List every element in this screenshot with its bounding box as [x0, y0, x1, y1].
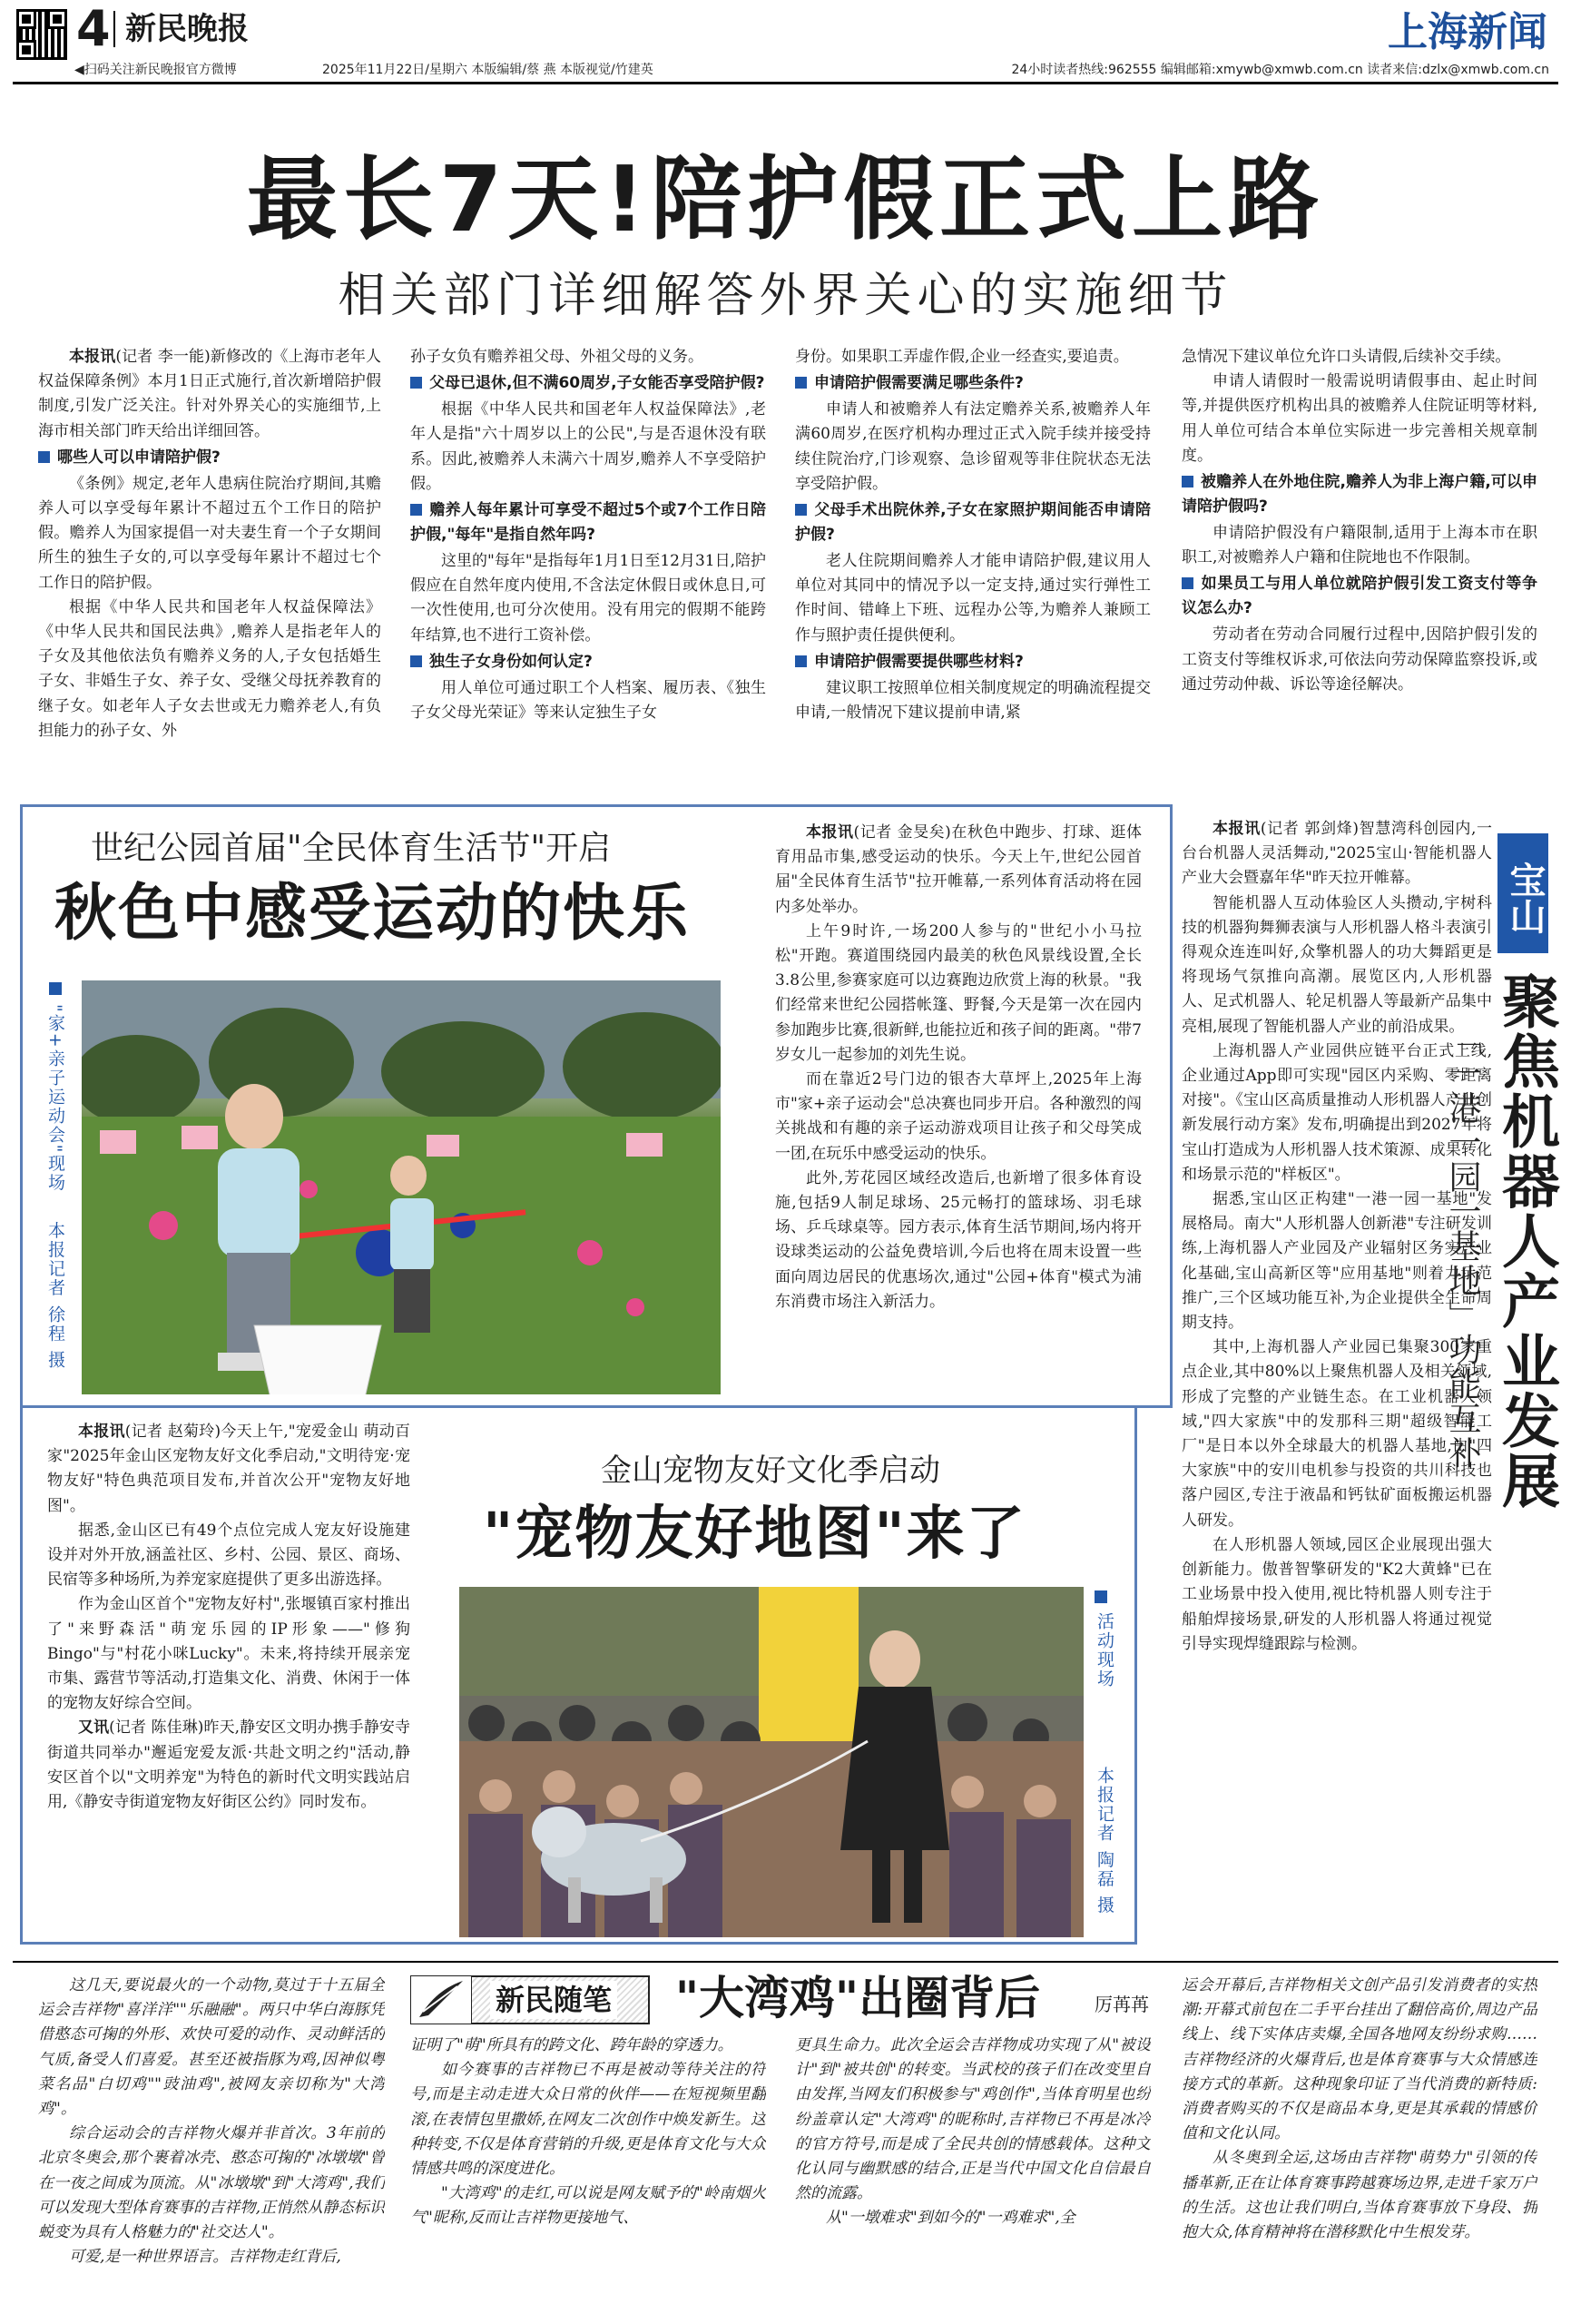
paragraph — [38, 596, 381, 743]
paragraph — [38, 345, 381, 444]
feather-icon — [410, 1975, 472, 2024]
paragraph-text: 劳动者在劳动合同履行过程中,因陪护假引发的工资支付等维权诉求,可依法向劳动保障监察投诉,或通过劳动仲裁、诉讼等途径解决。 — [1182, 625, 1537, 694]
paragraph-text: 从冬奥到全运,这场由吉祥物"萌势力"引领的传播革新,正在让体育赛事跨越赛场边界,走进千家万户的生活。这也让我们明白,当体育赛事放下身段、拥抱大众,体育精神将在潜移默化中生根发芽。 — [1182, 2149, 1537, 2242]
paragraph-text: 在人形机器人领域,园区企业展现出强大创新能力。傲普智擎研发的"K2大黄蜂"已在工业场景中投入使用,视比特机器人则专注于船舶焊接场景,研发的人形机器人将通过视觉引导实现焊缝跟踪与检测。 — [1182, 1535, 1492, 1653]
robot-subtitle: 「一港一园一基地」功能互补 — [1444, 1022, 1481, 1471]
paragraph — [1182, 817, 1492, 891]
paragraph — [795, 2034, 1151, 2206]
paragraph-text: 综合运动会的吉祥物火爆并非首次。3年前的北京冬奥会,那个裹着冰壳、憨态可掬的"冰墩墩"曾在一夜之间成为顶流。从"冰墩墩"到"大湾鸡",我们可以发现大型体育赛事的吉祥物,正悄然从静态标识蜕变为具有人格魅力的"社交达人"。 — [38, 2124, 385, 2242]
paragraph — [410, 676, 766, 725]
paragraph-text: 更具生命力。此次全运会吉祥物成功实现了从"被设计"到"被共创"的转变。当武校的孩子们在改变里自由发挥,当网友们积极参与"鸡创作",当体育明星也纷纷盖章认定"大湾鸡"的昵称时,吉祥物已不再是冰冷的官方符号,而是成了全民共创的情感载体。这种文化认同与幽默感的结合,正是当代中国文化自信最自然的流露。 — [795, 2036, 1151, 2203]
lead-col-4 — [1182, 345, 1537, 790]
hotline: 24小时读者热线:962555 编辑邮箱:xmywb@xmwb.com.cn 读者来信:dzlx@xmwb.com.cn — [1011, 63, 1549, 77]
paragraph-text: 根据《中华人民共和国老年人权益保障法》,老年人是指"六十周岁以上的公民",与是否退休没有联系。因此,被赡养人未满六十周岁,赡养人不享受陪护假。 — [410, 400, 766, 493]
paragraph-text: 这几天,要说最火的一个动物,莫过于十五届全运会吉祥物"喜洋洋""乐融融"。两只中华白海豚凭借憨态可掬的外形、欢快可爱的动作、灵动鲜活的气质,备受人们喜爱。甚至还被指豚为鸡,因神似粤菜名品"白切鸡""豉油鸡",被网友亲切称为"大湾鸡"。 — [38, 1976, 385, 2119]
paragraph-text: 急情况下建议单位允许口头请假,后续补交手续。 — [1182, 348, 1511, 366]
robot-title: 聚焦机器人产业发展 — [1492, 971, 1559, 1511]
sub-heading: 申请陪护假需要提供哪些材料? — [795, 650, 1151, 675]
header-divider — [113, 11, 115, 47]
date-line: 2025年11月22日/星期六 本版编辑/蔡 燕 本版视觉/竹建英 — [322, 63, 653, 77]
paragraph-text: (记者 赵菊玲)今天上午,"宠爱金山 萌动百家"2025年金山区宠物友好文化季启动,"文明待宠·宠物友好"特色典范项目发布,并首次公开"宠物友好地图"。 — [47, 1423, 410, 1515]
sub-heading: 如果员工与用人单位就陪护假引发工资支付等争议怎么办? — [1182, 572, 1537, 621]
pet-photo — [459, 1587, 1084, 1937]
paragraph — [1182, 2146, 1537, 2245]
paragraph — [410, 2181, 766, 2230]
pet-body — [47, 1420, 410, 1935]
paragraph-text: 身份。如果职工弄虚作假,企业一经查实,要追责。 — [795, 348, 1129, 366]
paragraph-text: 据悉,金山区已有49个点位完成人宠友好设施建设并对外开放,涵盖社区、乡村、公园、景区、商场、民宿等多种场所,为养宠家庭提供了更多出游选择。 — [47, 1521, 410, 1590]
paragraph — [38, 2122, 385, 2245]
pet-frame-right — [1134, 1405, 1137, 1945]
robot-tag: 宝山 — [1497, 833, 1548, 953]
paragraph — [410, 398, 766, 497]
paragraph-text: 智能机器人互动体验区人头攒动,宇树科技的机器狗舞狮表演与人形机器人格斗表演引得观众连连叫好,众擎机器人的功大舞蹈更是将现场气氛推向高潮。展览区内,人形机器人、足式机器人、轮足机器人等最新产品集中亮相,展现了智能机器人产业的前沿成果。 — [1182, 893, 1492, 1036]
pet-title: "宠物友好地图"来了 — [483, 1500, 1026, 1568]
essay-col-2 — [410, 2034, 766, 2315]
paragraph-text: 用人单位可通过职工个人档案、履历表、《独生子女父母光荣证》等来认定独生子女 — [410, 678, 766, 723]
paragraph — [410, 2058, 766, 2181]
park-caption-a: "家+亲子运动会"现场 — [45, 1004, 65, 1193]
qr-code[interactable] — [16, 9, 67, 60]
lead-col-2 — [410, 345, 766, 790]
caption-marker-icon — [49, 982, 62, 995]
paragraph-text: "大湾鸡"的走红,可以说是网友赋予的"岭南烟火气"昵称,反而让吉祥物更接地气、 — [410, 2184, 766, 2228]
paragraph — [1182, 891, 1492, 1039]
paragraph — [795, 398, 1151, 497]
paragraph — [38, 472, 381, 596]
pet-caption-b: 本报记者 陶磊 摄 — [1095, 1767, 1114, 1915]
paragraph — [1182, 623, 1537, 697]
paragraph — [410, 549, 766, 648]
paragraph-text: 根据《中华人民共和国老年人权益保障法》《中华人民共和国民法典》,赡养人是指老年人的子女及其他依法负有赡养义务的人,子女包括婚生子女、非婚生子女、养子女、受继父母抚养教育的继子女。如老年人子女去世或无力赡养老人,有负担能力的孙子女、外 — [38, 597, 381, 740]
paragraph — [1182, 345, 1537, 369]
sub-heading: 申请陪护假需要满足哪些条件? — [795, 371, 1151, 396]
paragraph — [795, 2206, 1151, 2230]
paragraph — [47, 1519, 410, 1593]
park-kicker: 世纪公园首届"全民体育生活节"开启 — [91, 830, 612, 867]
park-photo — [82, 980, 721, 1394]
essay-rule — [13, 1961, 1558, 1963]
byline: 本报讯 — [1213, 820, 1261, 838]
paragraph-text: 其中,上海机器人产业园已集聚300家重点企业,其中80%以上聚焦机器人及相关领域,形成了完整的产业链生态。在工业机器人领域,"四大家族"中的发那科三期"超级智能工厂"是日本以外全球最大的机器人基地,由"四大家族"中的安川电机参与投资的共川科技也落户园区,专注于液晶和钙钛矿面板搬运机器人研发。 — [1182, 1338, 1492, 1530]
paragraph-text: 建议职工按照单位相关制度规定的明确流程提交申请,一般情况下建议提前申请,紧 — [795, 678, 1151, 723]
paragraph-text: 《条例》规定,老年人患病住院治疗期间,其赡养人可以享受每年累计不超过五个工作日的陪护假。赡养人为国家提倡一对夫妻生育一个子女期间所生的独生子女的,可以享受每年累计不超过七个工作日的陪护假。 — [38, 474, 381, 592]
park-title: 秋色中感受运动的快乐 — [54, 877, 691, 950]
paragraph — [38, 1974, 385, 2122]
paragraph — [1182, 369, 1537, 468]
section-title: 上海新闻 — [1388, 9, 1547, 55]
paragraph — [795, 345, 1151, 369]
paragraph-text: (记者 陈佳琳)昨天,静安区文明办携手静安寺街道共同举办"邂逅宠爱友派·共赴文明之约"活动,静安区首个以"文明养宠"为特色的新时代文明实践站启用,《静安寺街道宠物友好街区公约》同时发布。 — [47, 1718, 410, 1812]
paragraph — [775, 1167, 1142, 1315]
paragraph — [38, 2245, 385, 2270]
paragraph-text: 运会开幕后,吉祥物相关文创产品引发消费者的实热潮:开幕式前包在二手平台挂出了翻倍高价,周边产品线上、线下实体店卖爆,全国各地网友纷纷求购……吉祥物经济的火爆背后,也是体育赛事与大众情感连接方式的革新。这种现象印证了当代消费的新特质:消费者购买的不仅是商品本身,更是其承载的情感价值和文化认同。 — [1182, 1976, 1537, 2143]
paragraph — [47, 1592, 410, 1716]
pet-caption-marker-icon — [1095, 1590, 1107, 1603]
paragraph-text: 此外,芳花园区域经改造后,也新增了很多体育设施,包括9人制足球场、25元畅打的篮球场、羽毛球场、乒乓球桌等。园方表示,体育生活节期间,场内将开设球类运动的公益免费培训,今后也将在周末设置一些面向周边居民的优惠场次,通过"公园+体育"模式为浦东消费市场注入新活力。 — [775, 1168, 1142, 1311]
paragraph-text: 申请人和被赡养人有法定赡养关系,被赡养人年满60周岁,在医疗机构办理过正式入院手续并接受持续住院治疗,门诊观察、急诊留观等非住院状态无法享受陪护假。 — [795, 400, 1151, 493]
byline: 又讯 — [78, 1718, 110, 1738]
lead-subtitle: 相关部门详细解答外界关心的实施细节 — [338, 269, 1233, 323]
pet-kicker: 金山宠物友好文化季启动 — [601, 1452, 940, 1489]
paragraph — [775, 920, 1142, 1068]
essay-col-3 — [795, 2034, 1151, 2315]
sub-heading: 父母已退休,但不满60周岁,子女能否享受陪护假? — [410, 371, 766, 396]
paragraph-text: 证明了"萌"所具有的跨文化、跨年龄的穿透力。 — [410, 2036, 733, 2054]
paper-name: 新民晚报 — [125, 11, 249, 47]
paragraph-text: 上午9时许,一场200人参与的"世纪小小马拉松"开跑。赛道围绕园内最美的秋色风景线设置,全长3.8公里,参赛家庭可以边赛跑边欣赏上海的秋景。"我们经常来世纪公园搭帐篷、野餐,今天是第一次在园内参加跑步比赛,很新鲜,也能拉近和孩子间的距离。"带7岁女儿一起参加的刘先生说。 — [775, 921, 1142, 1064]
essay-column-label: 新民随笔 — [490, 1981, 617, 2019]
paragraph-text: (记者 郭剑烽)智慧湾科创园内,一台台机器人灵活舞动,"2025宝山·智能机器人产业大会暨嘉年华"昨天拉开帷幕。 — [1182, 820, 1492, 888]
paragraph-text: 如今赛事的吉祥物已不再是被动等待关注的符号,而是主动走进大众日常的伙伴——在短视频里翻滚,在表情包里撒娇,在网友二次创作中焕发新生。这种转变,不仅是体育营销的升级,更是体育文化与大众情感共鸣的深度进化。 — [410, 2061, 766, 2179]
paragraph — [47, 1420, 410, 1519]
qr-hint: ◀扫码关注新民晚报官方微博 — [74, 63, 237, 77]
paragraph-text: 作为金山区首个"宠物友好村",张堰镇百家村推出了"来野森活"萌宠乐园的IP形象——"修狗Bingo"与"村花小咪Lucky"。未来,将持续开展亲宠市集、露营节等活动,打造集文化、消费、休闲于一体的宠物友好综合空间。 — [47, 1595, 410, 1713]
paragraph-text: 而在靠近2号门边的银杏大草坪上,2025年上海市"家+亲子运动会"总决赛也同步开启。各种激烈的闯关挑战和有趣的亲子运动游戏项目让孩子和父母笑成一团,在玩乐中感受运动的快乐。 — [775, 1070, 1142, 1163]
pet-caption-a: 活动现场 — [1095, 1612, 1114, 1689]
paragraph — [1182, 1974, 1537, 2146]
lead-headline: 最长7天!陪护假正式上路 — [246, 146, 1325, 252]
sub-heading: 父母手术出院休养,子女在家照护期间能否申请陪护假? — [795, 498, 1151, 547]
paragraph-text: 这里的"每年"是指每年1月1日至12月31日,陪护假应在自然年度内使用,不含法定休假日或休息日,可一次性使用,也可分次使用。没有用完的假期不能跨年结算,也不进行工资补偿。 — [410, 552, 766, 645]
header-rule — [13, 82, 1558, 84]
byline: 本报讯 — [806, 823, 854, 842]
sub-heading: 被赡养人在外地住院,赡养人为非上海户籍,可以申请陪护假吗? — [1182, 470, 1537, 519]
paragraph-text: 从"一墩难求"到如今的"一鸡难求",全 — [826, 2209, 1075, 2228]
essay-col-1 — [38, 1974, 385, 2315]
paragraph-text: 孙子女负有赡养祖父母、外祖父母的义务。 — [410, 348, 703, 366]
paragraph-text: 老人住院期间赡养人才能申请陪护假,建议用人单位对其同中的情况予以一定支持,通过实行弹性工作时间、错峰上下班、远程办公等,为赡养人兼顾工作与照护责任提供便利。 — [795, 552, 1151, 645]
byline: 本报讯 — [69, 348, 116, 366]
lead-col-1 — [38, 345, 381, 790]
paragraph-text: (记者 金旻矣)在秋色中跑步、打球、逛体育用品市集,感受运动的快乐。今天上午,世纪公园首届"全民体育生活节"拉开帷幕,一系列体育活动将在园内多处举办。 — [775, 823, 1142, 916]
paragraph-text: 上海机器人产业园供应链平台正式上线,企业通过App即可实现"园区内采购、零距离对接"。《宝山区高质量推动人形机器人产业创新发展行动方案》发布,明确提出到2027年将宝山打造成为人形机器人技术策源、成果转化和场景示范的"样板区"。 — [1182, 1041, 1492, 1184]
paragraph-text: 据悉,宝山区正构建"一港一园一基地"发展格局。南大"人形机器人创新港"专注研发训练,上海机器人产业园及产业辐射区务实产业化基础,宝山高新区等"应用基地"则着力示范推广,三个区域功能互补,为企业提供全生命周期支持。 — [1182, 1190, 1492, 1333]
park-body — [775, 821, 1142, 1398]
paragraph — [775, 1068, 1142, 1167]
essay-title: "大湾鸡"出圈背后 — [675, 1972, 1041, 2024]
paragraph — [795, 676, 1151, 725]
paragraph — [410, 2034, 766, 2058]
paragraph-text: 申请人请假时一般需说明请假事由、起止时间等,并提供医疗机构出具的被赡养人住院证明等材料,用人单位可结合本单位实际进一步完善相关规章制度。 — [1182, 372, 1537, 465]
lead-col-3 — [795, 345, 1151, 790]
park-photo-caption — [44, 1004, 68, 1385]
paragraph — [1182, 521, 1537, 570]
pet-frame-top-right — [1134, 1405, 1173, 1408]
essay-author: 厉苒苒 — [1095, 1994, 1149, 2015]
essay-col-4 — [1182, 1974, 1537, 2315]
paragraph — [410, 345, 766, 369]
paragraph — [47, 1716, 410, 1815]
paragraph — [1182, 1533, 1492, 1657]
paragraph — [775, 821, 1142, 920]
paragraph-text: 申请陪护假没有户籍限制,适用于上海本市在职职工,对被赡养人户籍和住院地也不作限制。 — [1182, 524, 1537, 567]
sub-heading: 独生子女身份如何认定? — [410, 650, 766, 675]
sub-heading: 哪些人可以申请陪护假? — [38, 446, 381, 470]
paragraph-text: (记者 李一能)新修改的《上海市老年人权益保障条例》本月1日正式施行,首次新增陪护假制度,引发广泛关注。针对外界关心的实施细节,上海市相关部门昨天给出详细回答。 — [38, 348, 381, 440]
paragraph-text: 可爱,是一种世界语言。吉祥物走红背后, — [69, 2248, 341, 2267]
park-caption-b: 本报记者 徐程 摄 — [45, 1221, 65, 1370]
sub-heading: 赡养人每年累计可享受不超过5个或7个工作日陪护假,"每年"是指自然年吗? — [410, 498, 766, 547]
paragraph — [795, 549, 1151, 648]
byline: 本报讯 — [78, 1423, 125, 1441]
page-number: 4 — [76, 0, 111, 57]
